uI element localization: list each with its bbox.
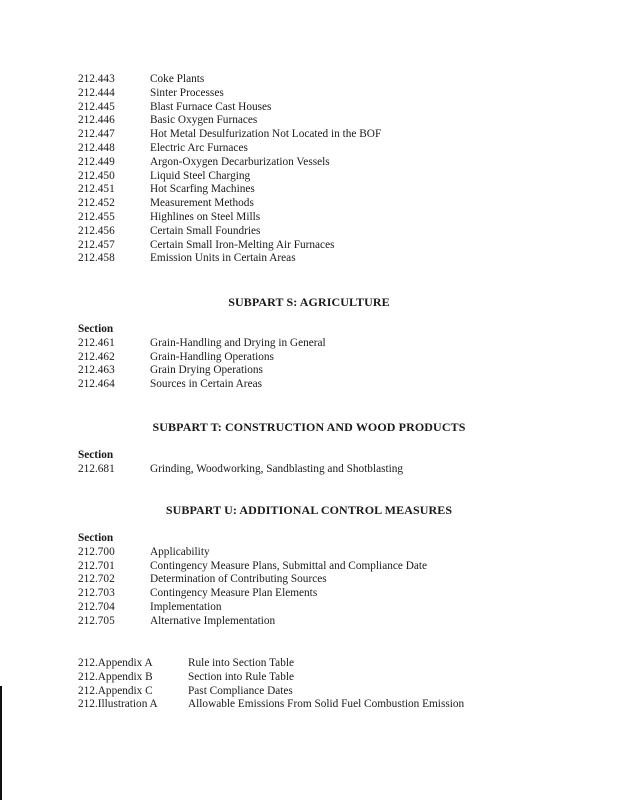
toc-row (78, 183, 598, 197)
toc-row (78, 101, 598, 115)
appendix-number: 212.Appendix B (78, 670, 153, 683)
section-number: 212.451 (78, 183, 115, 196)
toc-row (78, 239, 598, 253)
subpart-u-heading: SUBPART U: ADDITIONAL CONTROL MEASURES (165, 503, 453, 517)
section-column-label: Section (78, 323, 114, 335)
section-title: Grain Drying Operations (150, 364, 263, 377)
section-title: Alternative Implementation (150, 614, 276, 627)
section-title: Sources in Certain Areas (150, 378, 262, 391)
section-number: 212.705 (78, 614, 115, 627)
appendix-title: Past Compliance Dates (188, 684, 293, 697)
toc-row (78, 351, 598, 365)
toc-row (78, 252, 598, 266)
toc-row (78, 378, 598, 392)
appendix-title: Rule into Section Table (188, 657, 294, 669)
section-number: 212.443 (78, 73, 115, 85)
steel-section-list (78, 73, 598, 266)
appendix-number: 212.Appendix C (78, 684, 153, 697)
section-title: Certain Small Foundries (150, 224, 261, 237)
section-title: Liquid Steel Charging (150, 169, 251, 182)
section-title: Contingency Measure Plans, Submittal and Compliance Date (150, 559, 428, 572)
section-title: Grinding, Woodworking, Sandblasting and Shotblasting (150, 462, 404, 475)
section-title: Hot Scarfing Machines (150, 183, 255, 196)
toc-row (78, 170, 598, 184)
toc-row (78, 573, 598, 587)
section-column-label: Section (78, 449, 114, 461)
section-title: Sinter Processes (150, 86, 224, 99)
section-title: Applicability (150, 545, 210, 558)
toc-row (78, 73, 598, 87)
toc-row (78, 114, 598, 128)
toc-row (78, 560, 598, 574)
section-number: 212.457 (78, 238, 115, 251)
section-number: 212.703 (78, 587, 115, 600)
section-number: 212.455 (78, 210, 115, 223)
section-title: Basic Oxygen Furnaces (150, 114, 258, 127)
section-number: 212.446 (78, 114, 115, 127)
section-number: 212.450 (78, 169, 115, 182)
toc-row (78, 337, 598, 351)
toc-row (78, 601, 598, 615)
toc-row (78, 87, 598, 101)
left-margin-rule (0, 686, 2, 800)
section-number: 212.700 (78, 545, 115, 558)
section-title: Measurement Methods (150, 197, 254, 210)
section-number: 212.445 (78, 100, 115, 113)
section-number: 212.681 (78, 462, 115, 475)
toc-row (78, 698, 598, 712)
section-column-label: Section (78, 532, 114, 544)
toc-row (78, 685, 598, 699)
toc-row (78, 156, 598, 170)
appendix-title: Section into Rule Table (188, 670, 294, 683)
section-title: Grain-Handling Operations (150, 350, 274, 363)
subpart-s-heading: SUBPART S: AGRICULTURE (228, 295, 390, 309)
section-title: Emission Units in Certain Areas (150, 252, 296, 265)
section-title: Blast Furnace Cast Houses (150, 100, 272, 113)
subpart-t-heading: SUBPART T: CONSTRUCTION AND WOOD PRODUCTS (152, 420, 466, 434)
appendix-number: 212.Appendix A (78, 657, 153, 669)
appendix-number: 212.Illustration A (78, 698, 158, 711)
section-title: Implementation (150, 600, 222, 613)
toc-row (78, 225, 598, 239)
section-number: 212.702 (78, 573, 115, 586)
section-title: Electric Arc Furnaces (150, 141, 248, 154)
section-title: Certain Small Iron-Melting Air Furnaces (150, 238, 335, 251)
appendix-title: Allowable Emissions From Solid Fuel Combustion Emission (188, 698, 465, 711)
section-number: 212.464 (78, 378, 115, 391)
section-title: Grain-Handling and Drying in General (150, 336, 326, 349)
section-number: 212.704 (78, 600, 115, 613)
section-title: Coke Plants (150, 73, 205, 85)
toc-row (78, 587, 598, 601)
section-title: Hot Metal Desulfurization Not Located in the BOF (150, 128, 382, 141)
section-number: 212.448 (78, 141, 115, 154)
section-number: 212.458 (78, 252, 115, 265)
section-number: 212.463 (78, 364, 115, 377)
toc-row (78, 615, 598, 629)
toc-row (78, 211, 598, 225)
section-title: Contingency Measure Plan Elements (150, 587, 318, 600)
appendix-list (78, 657, 598, 712)
section-number: 212.701 (78, 559, 115, 572)
section-number: 212.449 (78, 155, 115, 168)
toc-row (78, 142, 598, 156)
section-number: 212.452 (78, 197, 115, 210)
section-number: 212.456 (78, 224, 115, 237)
toc-row (78, 546, 598, 560)
section-title: Highlines on Steel Mills (150, 210, 261, 223)
toc-row (78, 364, 598, 378)
section-number: 212.447 (78, 128, 115, 141)
section-number: 212.462 (78, 350, 115, 363)
toc-row (78, 197, 598, 211)
section-title: Argon-Oxygen Decarburization Vessels (150, 155, 330, 168)
subpart-s-list (78, 323, 598, 392)
toc-row (78, 671, 598, 685)
toc-row (78, 657, 598, 671)
subpart-t-list (78, 449, 598, 477)
section-title: Determination of Contributing Sources (150, 573, 327, 586)
toc-row (78, 463, 598, 477)
toc-row (78, 128, 598, 142)
section-number: 212.461 (78, 336, 115, 349)
section-number: 212.444 (78, 86, 115, 99)
subpart-u-list (78, 532, 598, 629)
